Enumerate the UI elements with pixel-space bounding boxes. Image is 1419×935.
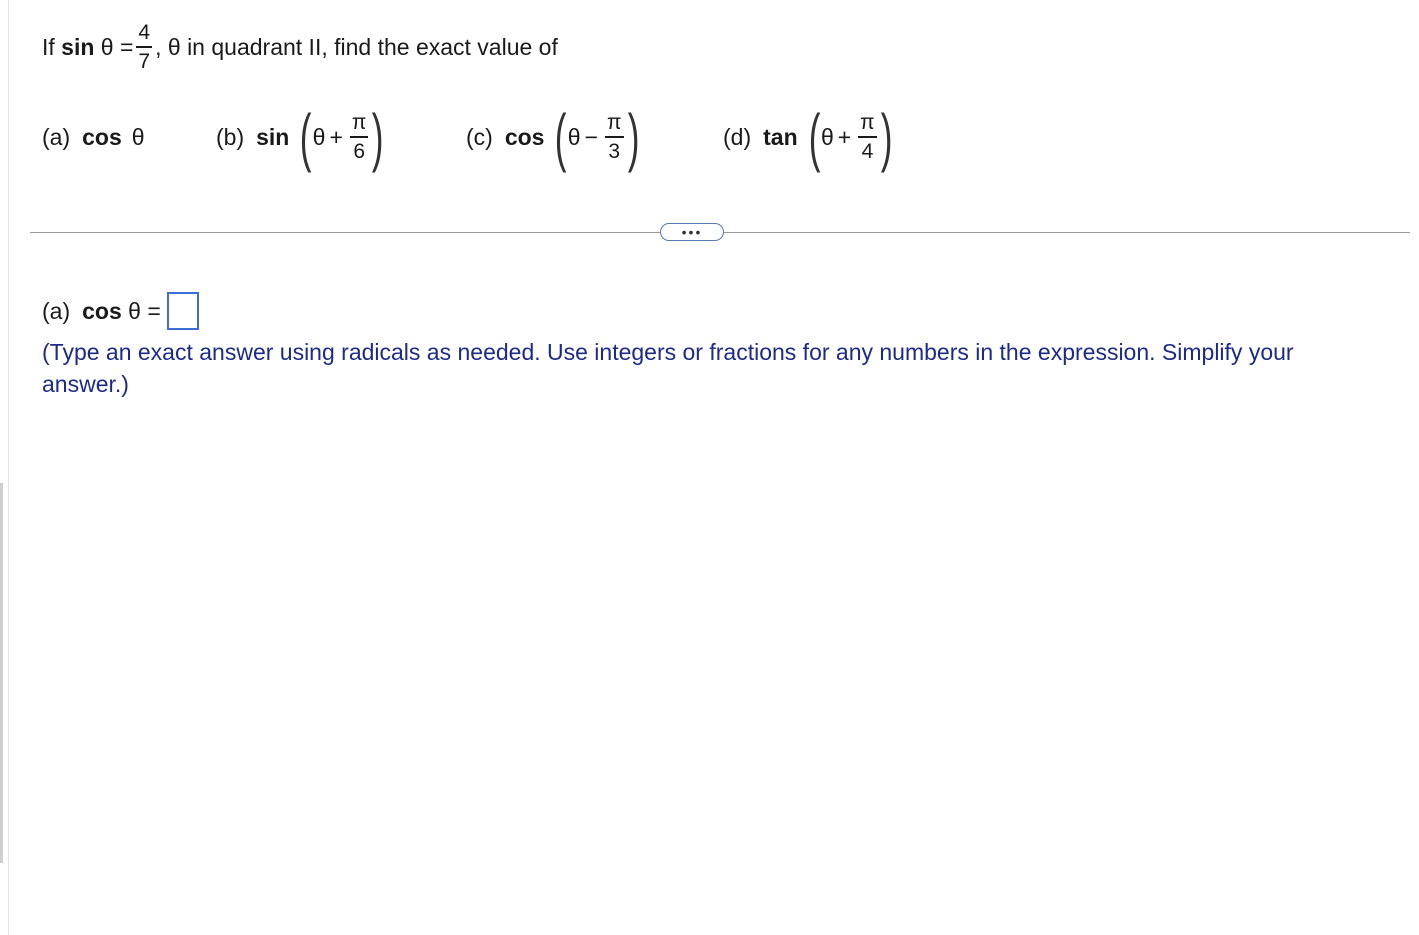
fraction-numerator: π — [351, 111, 367, 135]
left-paren: ( — [808, 101, 821, 173]
part-b-fraction — [350, 112, 369, 162]
part-c-fraction — [605, 112, 624, 162]
part-d-fraction — [858, 112, 877, 162]
right-paren: ) — [880, 101, 893, 173]
fraction-numerator: π — [607, 111, 622, 135]
question-text — [42, 12, 558, 82]
part-c — [466, 96, 640, 178]
question-fraction — [136, 22, 152, 72]
part-c-var: θ — [567, 123, 581, 150]
fraction-denominator: 3 — [608, 139, 621, 163]
question-suffix: , θ in quadrant II, find the exact value of — [155, 33, 558, 60]
fraction-bar — [858, 136, 877, 138]
fraction-denominator: 4 — [861, 139, 874, 163]
part-d-label: (d) — [723, 123, 752, 150]
question-func: sin — [61, 33, 95, 60]
part-c-label: (c) — [466, 123, 493, 150]
part-b — [216, 96, 385, 178]
fraction-bar — [350, 136, 369, 138]
part-b-var: θ — [312, 123, 326, 150]
part-d-var: θ — [820, 123, 834, 150]
fraction-denominator: 6 — [353, 139, 365, 163]
part-b-func: sin — [256, 123, 290, 150]
left-paren: ( — [555, 101, 567, 173]
fraction-numerator: 4 — [138, 21, 151, 45]
part-a-label: (a) — [42, 123, 71, 150]
question-prefix: If — [42, 33, 55, 60]
part-c-func: cos — [504, 123, 545, 150]
part-b-op: + — [329, 123, 343, 150]
part-d-func: tan — [763, 123, 798, 150]
left-scroll-indicator — [0, 483, 3, 863]
part-c-op: − — [584, 123, 599, 150]
part-d — [723, 96, 893, 178]
expand-more-button[interactable]: ••• — [660, 223, 724, 241]
answer-line — [42, 290, 199, 332]
answer-label: (a) — [42, 297, 71, 324]
left-border — [8, 0, 9, 935]
part-a — [42, 96, 145, 178]
part-a-func: cos — [82, 123, 122, 150]
answer-input[interactable] — [167, 292, 199, 330]
answer-func: cos — [82, 297, 122, 324]
answer-var: θ — [128, 297, 141, 324]
part-d-op: + — [837, 123, 852, 150]
answer-instructions: (Type an exact answer using radicals as needed. Use integers or fractions for any numbers in the expression. Simplify your answer.) — [42, 339, 1294, 397]
right-paren: ) — [627, 101, 640, 173]
part-b-label: (b) — [216, 123, 245, 150]
part-a-expr: θ — [131, 123, 145, 150]
right-paren: ) — [372, 101, 384, 173]
fraction-numerator: π — [860, 111, 875, 135]
question-var: θ — [100, 33, 114, 60]
answer-eq: = — [147, 297, 161, 324]
fraction-denominator: 7 — [138, 49, 151, 73]
fraction-bar — [605, 136, 624, 138]
left-paren: ( — [300, 101, 312, 173]
question-eq: = — [119, 33, 134, 60]
fraction-bar — [136, 46, 152, 48]
